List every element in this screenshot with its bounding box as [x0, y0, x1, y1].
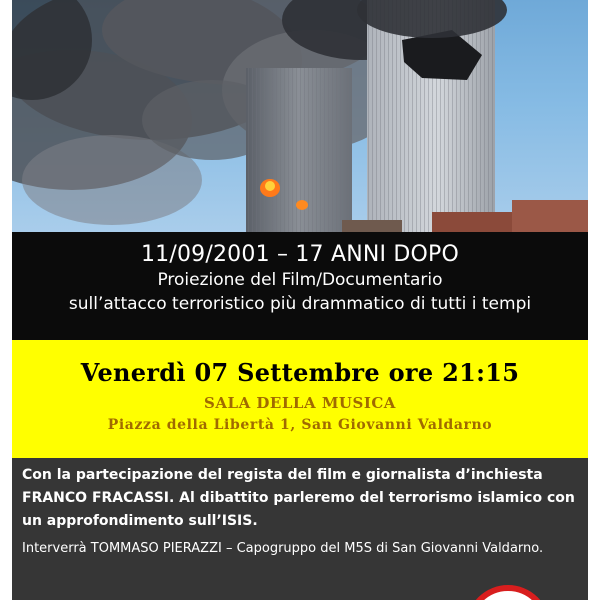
- subtitle-line-1: Proiezione del Film/Documentario: [157, 270, 443, 290]
- details-paragraph-2: Interverrà TOMMASO PIERAZZI – Capogruppo del M5S di San Giovanni Valdarno.: [22, 541, 544, 556]
- twin-towers-illustration: [12, 0, 588, 232]
- headline: 11/09/2001 – 17 ANNI DOPO: [140, 242, 460, 267]
- event-info-band: [12, 340, 588, 458]
- north-tower: [357, 0, 507, 232]
- event-venue: SALA DELLA MUSICA: [204, 394, 396, 412]
- details-band: [12, 458, 588, 600]
- event-address: Piazza della Libertà 1, San Giovanni Valdarno: [107, 417, 493, 433]
- headline-band: [12, 232, 588, 340]
- subtitle-line-2: sull’attacco terroristico più drammatico di tutti i tempi: [68, 294, 532, 314]
- event-date-time: Venerdì 07 Settembre ore 21:15: [80, 358, 520, 387]
- twin-towers-photo: [12, 0, 588, 232]
- details-paragraph-1: Con la partecipazione del regista del film e giornalista d’inchiesta FRANCO FRACASSI. Al dibattito parleremo del terrorismo islamico con un approfondimento sull’ISIS.: [22, 467, 575, 529]
